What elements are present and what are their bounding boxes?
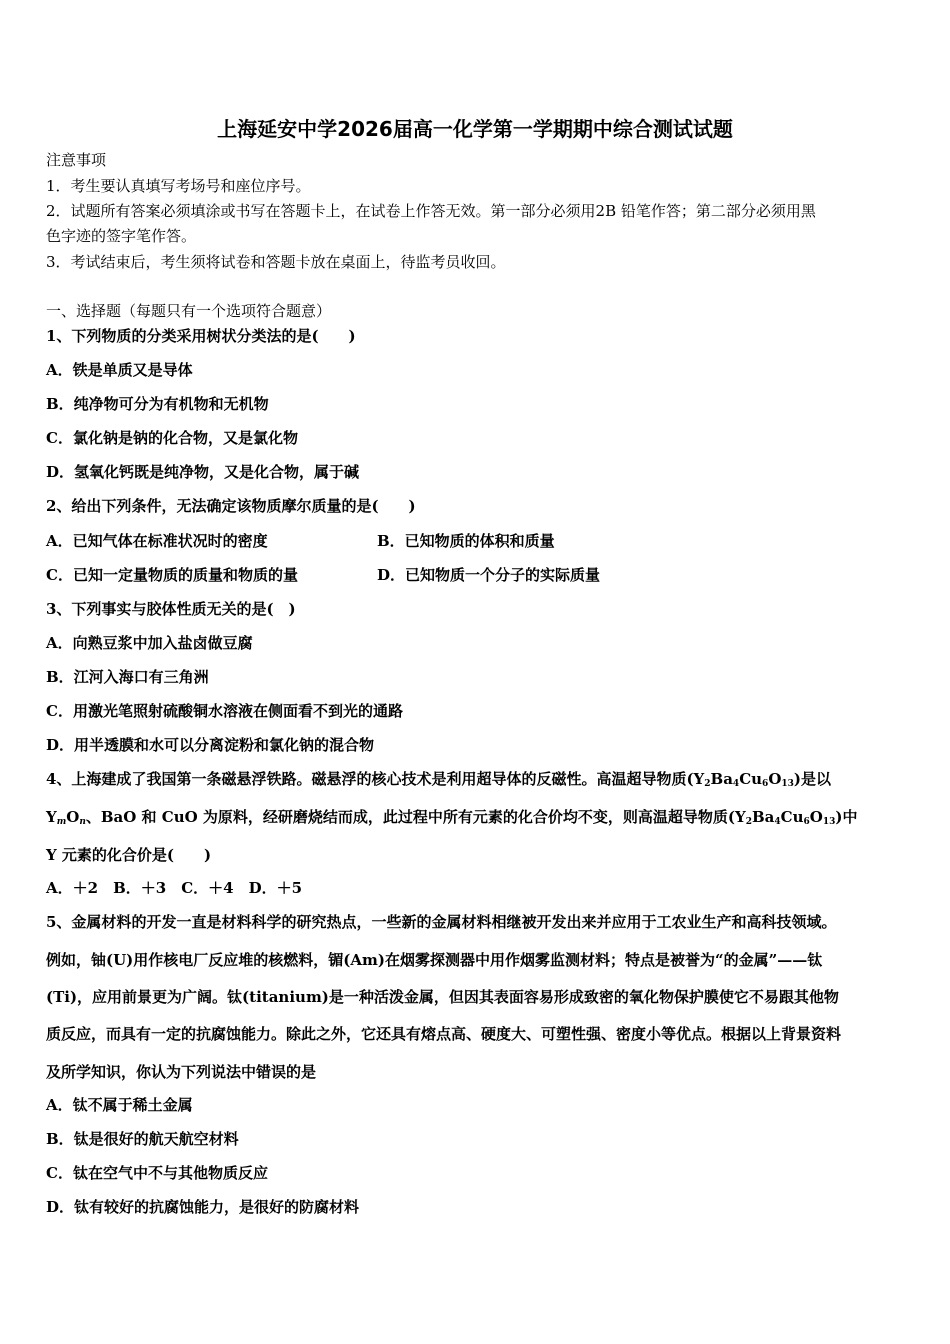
question-5-stem-line: 质反应，而具有一定的抗腐蚀能力。除此之外，它还具有熔点高、硬度大、可塑性强、密度小等优点。根据以上背景资料 [46, 1025, 842, 1043]
subscript: 2 [704, 779, 711, 789]
question-3-stem: 3、下列事实与胶体性质无关的是( ) [46, 600, 296, 618]
text: 4、上海建成了我国第一条磁悬浮铁路。磁悬浮的核心技术是利用超导体的反磁性。高温超导物质(Y [46, 770, 705, 788]
subscript: 13 [822, 817, 836, 827]
subscript: 4 [732, 779, 740, 789]
question-2-option-b: B．已知物质的体积和质量 [377, 532, 555, 550]
question-3-option-d: D．用半透膜和水可以分离淀粉和氯化钠的混合物 [46, 736, 375, 754]
text: )中 [835, 808, 858, 826]
notice-item: 2．试题所有答案必须填涂或书写在答题卡上，在试卷上作答无效。第一部分必须用2B 铅笔作答；第二部分必须用黑 [46, 202, 816, 220]
text: Ba [710, 770, 733, 788]
notice-heading: 注意事项 [46, 151, 107, 169]
subscript: n [79, 817, 86, 827]
question-3-option-a: A．向熟豆浆中加入盐卤做豆腐 [46, 634, 253, 652]
question-5-stem-line: 例如，铀(U)用作核电厂反应堆的核燃料，镅(Am)在烟雾探测器中用作烟雾监测材料；特点是被誉为“的金属”——钛 [46, 951, 823, 969]
notice-item: 3．考试结束后，考生须将试卷和答题卡放在桌面上，待监考员收回。 [46, 253, 506, 271]
question-2-stem: 2、给出下列条件，无法确定该物质摩尔质量的是( ) [46, 497, 416, 515]
subscript: 2 [745, 817, 752, 827]
question-5-stem-line: 5、金属材料的开发一直是材料科学的研究热点，一些新的金属材料相继被开发出来并应用于工农业生产和高科技领域。 [46, 913, 837, 931]
notice-item: 色字迹的签字笔作答。 [46, 227, 197, 245]
question-1-option-a: A．铁是单质又是导体 [46, 361, 193, 379]
text: )是以 [793, 770, 832, 788]
subscript: 6 [803, 817, 810, 827]
subscript: 4 [774, 817, 781, 827]
question-1-stem: 1、下列物质的分类采用树状分类法的是( ) [46, 327, 356, 345]
text: O [768, 770, 782, 788]
section-heading: 一、选择题（每题只有一个选项符合题意） [46, 302, 332, 320]
notice-item: 1．考生要认真填写考场号和座位序号。 [46, 177, 311, 195]
question-5-option-d: D．钛有较好的抗腐蚀能力，是很好的防腐材料 [46, 1198, 360, 1216]
question-5-option-a: A．钛不属于稀土金属 [46, 1096, 193, 1114]
subscript: m [56, 817, 67, 827]
text: O [809, 808, 823, 826]
text: O [66, 808, 80, 826]
question-2-option-d: D．已知物质一个分子的实际质量 [377, 566, 601, 584]
text: Y [46, 808, 57, 826]
question-1-option-d: D．氢氧化钙既是纯净物，又是化合物，属于碱 [46, 463, 360, 481]
question-4-stem-line-2 [46, 807, 858, 832]
question-2-option-a: A．已知气体在标准状况时的密度 [46, 532, 268, 550]
question-3-option-b: B．江河入海口有三角洲 [46, 668, 209, 686]
question-3-option-c: C．用激光笔照射硫酸铜水溶液在侧面看不到光的通路 [46, 702, 403, 720]
question-5-stem-line: 及所学知识，你认为下列说法中错误的是 [46, 1063, 317, 1081]
text: Cu [739, 770, 763, 788]
question-5-stem-line: (Ti)，应用前景更为广阔。钛(titanium)是一种活泼金属，但因其表面容易形成致密的氧化物保护膜使它不易跟其他物 [46, 988, 839, 1006]
text: 、BaO 和 CuO 为原料，经研磨烧结而成，此过程中所有元素的化合价均不变，则高温超导物质(Y [85, 808, 746, 826]
page-title: 上海延安中学2026届高一化学第一学期期中综合测试试题 [217, 117, 733, 141]
text: Cu [780, 808, 804, 826]
subscript: 13 [781, 779, 794, 789]
question-5-option-b: B．钛是很好的航天航空材料 [46, 1130, 239, 1148]
question-2-option-c: C．已知一定量物质的质量和物质的量 [46, 566, 298, 584]
question-5-option-c: C．钛在空气中不与其他物质反应 [46, 1164, 268, 1182]
question-4-stem-line-1 [46, 769, 831, 794]
question-4-options: A．＋2 B．＋3 C．＋4 D．＋5 [46, 879, 303, 897]
question-4-stem-line-3: Y 元素的化合价是( ) [46, 846, 212, 864]
question-1-option-c: C．氯化钠是钠的化合物，又是氯化物 [46, 429, 298, 447]
subscript: 6 [762, 779, 769, 789]
text: Ba [752, 808, 775, 826]
question-1-option-b: B．纯净物可分为有机物和无机物 [46, 395, 269, 413]
